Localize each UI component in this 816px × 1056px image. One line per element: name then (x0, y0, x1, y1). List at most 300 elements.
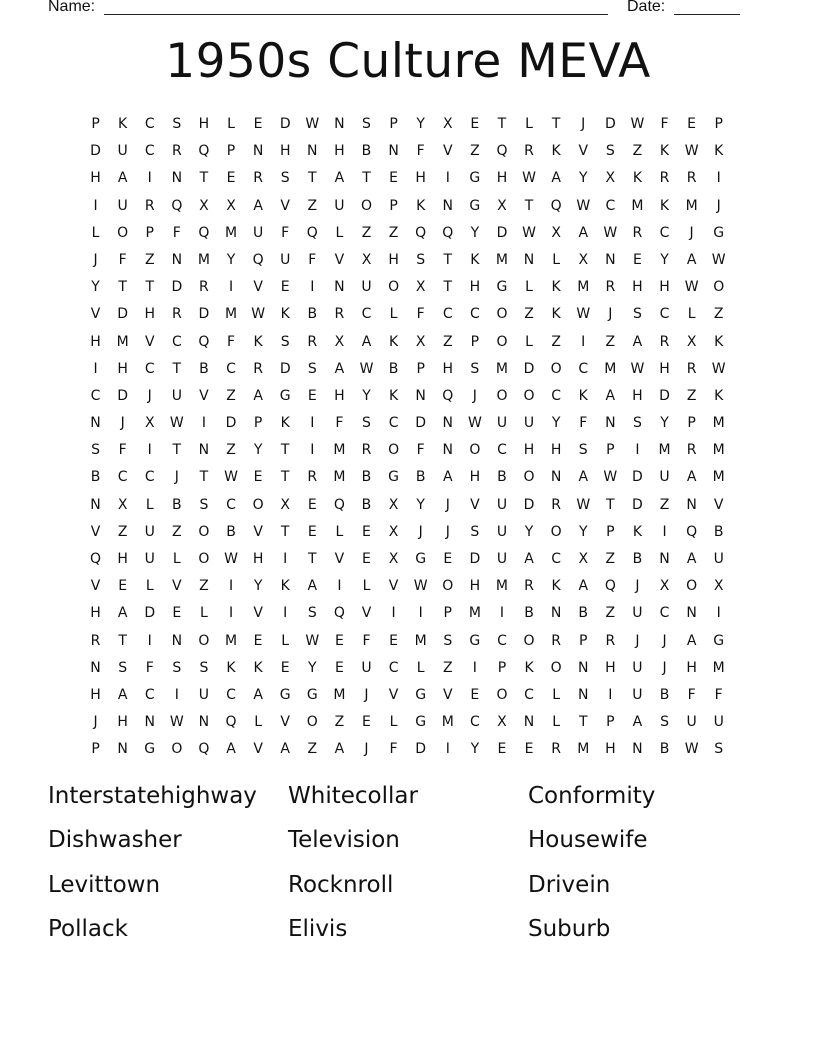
grid-letter: A (551, 170, 561, 187)
grid-letter: H (469, 469, 481, 486)
grid-letter: G (279, 387, 291, 404)
grid-letter: S (660, 714, 669, 731)
grid-letter: D (415, 415, 427, 432)
grid-letter: Y (578, 523, 588, 540)
grid-letter: A (334, 360, 345, 377)
grid-letter: A (280, 741, 290, 758)
grid-letter: N (171, 632, 183, 649)
grid-letter: Q (333, 605, 345, 622)
grid-letter: X (117, 496, 128, 513)
grid-letter: O (117, 224, 129, 241)
grid-letter: K (659, 143, 670, 160)
grid-letter: E (280, 659, 290, 676)
grid-row (82, 111, 732, 138)
grid-letter: E (632, 251, 642, 268)
grid-letter: I (445, 170, 450, 187)
grid-letter: N (252, 143, 264, 160)
grid-letter: N (550, 469, 562, 486)
grid-letter: G (388, 469, 399, 486)
grid-letter: X (578, 551, 589, 567)
grid-letter: S (470, 360, 480, 377)
grid-letter: I (310, 415, 315, 432)
grid-letter: P (91, 741, 100, 758)
grid-letter: P (606, 714, 615, 731)
word-list-item: Rocknroll (288, 871, 394, 898)
grid-letter: F (416, 442, 425, 459)
grid-letter: L (552, 686, 561, 703)
grid-letter: I (93, 197, 98, 214)
grid-letter: C (226, 496, 236, 513)
grid-letter: L (362, 578, 371, 595)
grid-row (82, 736, 732, 763)
grid-letter: W (576, 197, 591, 214)
grid-letter: Y (470, 224, 480, 241)
grid-letter: N (334, 279, 345, 296)
grid-letter: D (469, 551, 481, 567)
grid-letter: U (686, 714, 697, 731)
grid-letter: Z (605, 551, 616, 567)
grid-letter: B (524, 605, 534, 622)
grid-letter: G (469, 197, 481, 214)
grid-letter: O (496, 686, 508, 703)
grid-letter: I (93, 360, 98, 377)
grid-letter: X (388, 523, 399, 540)
grid-letter: S (172, 659, 182, 676)
grid-letter: Y (416, 116, 425, 132)
grid-letter: L (525, 116, 533, 132)
grid-letter: E (687, 116, 697, 132)
grid-letter: S (578, 442, 588, 459)
grid-letter: J (445, 496, 450, 513)
grid-letter: Z (388, 224, 399, 241)
grid-letter: D (117, 306, 129, 323)
grid-letter: Z (605, 333, 616, 350)
grid-letter: W (630, 360, 645, 377)
grid-letter: B (307, 306, 318, 323)
grid-letter: C (144, 469, 155, 486)
grid-letter: H (632, 387, 643, 404)
grid-letter: Y (416, 496, 425, 513)
grid-letter: P (606, 523, 615, 540)
grid-letter: A (524, 551, 534, 567)
grid-letter: K (551, 143, 561, 160)
grid-letter: K (226, 659, 236, 676)
grid-letter: V (334, 251, 345, 268)
grid-letter: X (199, 197, 209, 214)
grid-letter: O (360, 197, 372, 214)
grid-letter: F (226, 333, 236, 350)
grid-letter: F (118, 442, 127, 459)
header (48, 0, 740, 20)
grid-letter: A (578, 578, 589, 595)
grid-letter: D (279, 116, 291, 132)
grid-letter: I (418, 605, 423, 622)
grid-letter: D (632, 469, 643, 486)
grid-letter: Y (362, 387, 371, 404)
grid-letter: M (116, 333, 129, 350)
grid-letter: N (144, 714, 155, 731)
grid-letter: Y (226, 251, 236, 268)
grid-letter: Z (117, 523, 128, 540)
grid-letter: G (415, 686, 427, 703)
grid-letter: K (632, 170, 643, 187)
grid-letter: N (117, 741, 128, 758)
grid-letter: M (712, 469, 725, 486)
grid-letter: Z (659, 496, 670, 513)
grid-letter: J (93, 251, 98, 268)
grid-letter: I (716, 605, 721, 622)
grid-letter: M (414, 632, 427, 649)
grid-letter: H (90, 333, 101, 350)
grid-letter: K (280, 578, 290, 595)
grid-letter: M (495, 578, 508, 595)
word-list-item: Suburb (528, 916, 611, 943)
grid-letter: V (388, 578, 399, 595)
grid-letter: A (605, 387, 616, 404)
grid-letter: O (550, 659, 562, 676)
grid-row (82, 301, 732, 328)
grid-letter: V (90, 306, 101, 323)
grid-letter: I (635, 442, 640, 459)
grid-letter: W (169, 415, 184, 432)
grid-letter: N (659, 551, 670, 567)
grid-letter: Z (605, 605, 616, 622)
grid-letter: W (603, 224, 618, 241)
grid-letter: H (550, 442, 562, 459)
grid-letter: Z (442, 659, 453, 676)
grid-row (82, 655, 732, 682)
name-blank-line[interactable] (104, 14, 608, 15)
grid-letter: X (578, 251, 589, 268)
grid-letter: Q (198, 143, 210, 160)
grid-letter: K (551, 578, 561, 595)
grid-letter: V (280, 714, 290, 731)
grid-letter: H (632, 279, 643, 296)
grid-letter: W (251, 306, 266, 323)
grid-letter: C (659, 306, 670, 323)
word-list-item: Drivein (528, 871, 611, 898)
grid-letter: O (388, 442, 400, 459)
grid-letter: R (171, 306, 182, 323)
grid-letter: U (496, 551, 508, 567)
grid-letter: P (145, 224, 154, 241)
letter-grid (82, 111, 732, 764)
grid-letter: R (686, 442, 697, 459)
grid-letter: U (252, 224, 264, 241)
grid-letter: Y (91, 279, 100, 296)
grid-letter: L (335, 224, 344, 241)
grid-letter: T (606, 496, 615, 513)
grid-letter: N (605, 415, 616, 432)
grid-letter: N (686, 496, 697, 513)
grid-row (82, 628, 732, 655)
grid-letter: J (445, 523, 450, 540)
grid-letter: N (388, 143, 399, 160)
grid-letter: J (93, 714, 98, 731)
grid-letter: A (578, 224, 589, 241)
grid-letter: Z (686, 387, 697, 404)
grid-letter: B (172, 496, 182, 513)
grid-letter: Q (225, 714, 237, 731)
grid-letter: G (144, 741, 156, 758)
grid-letter: S (416, 251, 426, 268)
grid-row (82, 383, 732, 410)
grid-letter: O (469, 442, 481, 459)
grid-letter: N (198, 714, 210, 731)
grid-letter: I (310, 442, 315, 459)
grid-row (82, 138, 732, 165)
grid-letter: N (577, 659, 589, 676)
grid-letter: N (334, 116, 345, 132)
grid-letter: H (117, 360, 128, 377)
grid-letter: I (608, 686, 613, 703)
grid-letter: S (362, 415, 371, 432)
grid-letter: N (90, 496, 101, 513)
grid-letter: A (334, 741, 345, 758)
grid-letter: I (581, 333, 586, 350)
grid-letter: D (415, 741, 427, 758)
grid-letter: R (199, 279, 209, 296)
name-label: Name: (48, 0, 96, 15)
grid-letter: P (714, 116, 723, 132)
grid-letter: A (117, 605, 128, 622)
grid-letter: J (120, 415, 125, 432)
grid-letter: Q (252, 251, 264, 268)
grid-letter: Z (361, 224, 372, 241)
grid-letter: V (388, 686, 399, 703)
grid-letter: J (581, 116, 586, 132)
grid-letter: P (443, 605, 452, 622)
grid-letter: B (361, 496, 372, 513)
grid-letter: G (306, 686, 318, 703)
grid-letter: I (499, 605, 505, 622)
grid-letter: V (713, 496, 724, 513)
grid-letter: B (199, 360, 209, 377)
grid-letter: X (659, 578, 670, 595)
grid-letter: T (280, 523, 290, 540)
grid-letter: T (578, 714, 588, 731)
grid-letter: H (659, 360, 670, 377)
grid-letter: J (364, 741, 369, 758)
date-blank-line[interactable] (674, 14, 740, 15)
grid-letter: J (608, 306, 613, 323)
grid-letter: M (468, 605, 481, 622)
grid-letter: W (630, 116, 645, 132)
grid-letter: L (145, 496, 154, 513)
grid-letter: M (577, 741, 590, 758)
grid-letter: W (684, 279, 699, 296)
grid-letter: D (659, 387, 670, 404)
grid-letter: I (147, 170, 152, 187)
grid-letter: C (497, 442, 507, 459)
grid-letter: E (443, 551, 453, 567)
grid-letter: A (361, 333, 372, 350)
grid-letter: K (524, 659, 534, 676)
grid-letter: C (497, 632, 507, 649)
grid-letter: M (712, 659, 725, 676)
grid-letter: M (333, 469, 346, 486)
grid-letter: S (199, 659, 209, 676)
grid-letter: F (714, 686, 723, 703)
grid-letter: S (632, 415, 642, 432)
grid-letter: X (144, 415, 155, 432)
grid-letter: X (415, 279, 426, 296)
grid-letter: O (442, 578, 454, 595)
grid-letter: M (658, 442, 671, 459)
grid-letter: O (686, 578, 698, 595)
grid-letter: E (226, 170, 236, 187)
grid-letter: J (147, 387, 152, 404)
grid-letter: Y (253, 442, 263, 459)
grid-letter: C (578, 360, 589, 377)
grid-letter: L (525, 279, 533, 296)
grid-letter: A (253, 197, 263, 214)
grid-letter: E (118, 578, 128, 595)
grid-letter: H (469, 578, 481, 595)
grid-letter: Z (307, 197, 318, 214)
grid-letter: S (632, 306, 642, 323)
grid-letter: Q (442, 387, 454, 404)
grid-letter: W (603, 469, 618, 486)
grid-row (82, 247, 732, 274)
grid-letter: V (442, 686, 453, 703)
grid-letter: K (470, 251, 480, 268)
grid-letter: N (442, 415, 453, 432)
grid-letter: B (388, 360, 399, 377)
grid-letter: L (389, 306, 398, 323)
grid-letter: Q (550, 197, 562, 214)
grid-letter: U (144, 551, 155, 567)
grid-letter: N (605, 251, 616, 268)
grid-letter: D (225, 415, 237, 432)
grid-letter: R (253, 360, 263, 377)
grid-letter: W (224, 551, 238, 567)
grid-letter: S (91, 442, 100, 459)
grid-letter: X (686, 333, 697, 350)
grid-letter: E (497, 741, 507, 758)
grid-letter: A (226, 741, 236, 758)
grid-letter: A (686, 551, 697, 567)
grid-letter: Q (686, 523, 698, 540)
grid-letter: Q (198, 741, 210, 758)
grid-letter: C (659, 605, 670, 622)
grid-row (82, 464, 732, 491)
grid-letter: A (632, 333, 643, 350)
grid-letter: E (307, 523, 317, 540)
grid-letter: S (443, 632, 453, 649)
grid-letter: K (578, 387, 588, 404)
grid-letter: U (361, 279, 372, 296)
grid-letter: F (416, 143, 425, 160)
grid-letter: N (307, 143, 318, 160)
grid-letter: V (361, 605, 372, 622)
grid-letter: C (388, 659, 399, 676)
grid-letter: I (283, 551, 288, 567)
grid-letter: O (550, 523, 562, 540)
grid-letter: R (605, 279, 616, 296)
grid-letter: V (199, 387, 209, 404)
grid-letter: Q (604, 578, 616, 595)
grid-letter: W (576, 496, 591, 513)
grid-letter: E (362, 551, 371, 567)
grid-letter: L (525, 333, 533, 350)
grid-letter: J (662, 659, 667, 676)
grid-letter: J (472, 387, 477, 404)
grid-letter: H (415, 170, 426, 187)
grid-letter: L (227, 116, 235, 132)
grid-letter: X (713, 578, 724, 595)
grid-letter: C (605, 197, 616, 214)
grid-letter: N (415, 387, 426, 404)
grid-letter: U (334, 197, 345, 214)
grid-letter: J (716, 197, 721, 214)
grid-letter: T (145, 279, 155, 296)
word-list-item: Levittown (48, 871, 161, 898)
grid-letter: L (91, 224, 100, 241)
grid-letter: P (497, 659, 507, 676)
grid-letter: C (442, 306, 453, 323)
grid-letter: X (388, 551, 399, 567)
grid-letter: N (550, 605, 562, 622)
grid-letter: F (335, 415, 344, 432)
grid-letter: B (713, 523, 724, 540)
grid-letter: X (415, 333, 426, 350)
grid-letter: T (308, 170, 317, 187)
date-label: Date: (627, 0, 666, 15)
grid-letter: C (361, 306, 372, 323)
grid-letter: U (659, 469, 670, 486)
grid-letter: B (659, 686, 670, 703)
grid-letter: Z (226, 387, 236, 404)
grid-letter: C (226, 360, 236, 377)
grid-letter: X (551, 224, 561, 241)
word-list-item: Conformity (528, 783, 656, 809)
grid-letter: U (117, 143, 128, 160)
grid-letter: P (416, 360, 425, 377)
grid-letter: Y (253, 578, 263, 595)
grid-letter: C (388, 415, 399, 432)
grid-letter: G (713, 224, 725, 241)
grid-letter: Q (442, 224, 454, 241)
grid-letter: I (391, 605, 396, 622)
grid-letter: X (497, 714, 507, 731)
grid-letter: S (307, 605, 317, 622)
grid-letter: B (632, 551, 643, 567)
grid-letter: S (307, 360, 317, 377)
word-list-item: Housewife (528, 827, 648, 854)
grid-letter: Q (198, 333, 210, 350)
grid-letter: M (224, 632, 238, 649)
grid-letter: I (716, 170, 721, 187)
grid-letter: O (550, 360, 562, 377)
grid-letter: G (279, 686, 291, 703)
grid-letter: H (117, 551, 128, 567)
grid-letter: H (279, 143, 291, 160)
grid-letter: U (632, 605, 643, 622)
grid-letter: S (280, 170, 290, 187)
grid-letter: Y (660, 415, 669, 432)
grid-letter: K (551, 306, 561, 323)
grid-letter: E (334, 659, 344, 676)
grid-letter: C (659, 224, 670, 241)
grid-letter: O (713, 279, 725, 296)
grid-letter: M (685, 197, 698, 214)
grid-letter: O (388, 279, 400, 296)
grid-letter: R (171, 143, 182, 160)
grid-letter: T (497, 116, 507, 132)
grid-letter: L (172, 551, 181, 567)
grid-letter: N (90, 659, 101, 676)
